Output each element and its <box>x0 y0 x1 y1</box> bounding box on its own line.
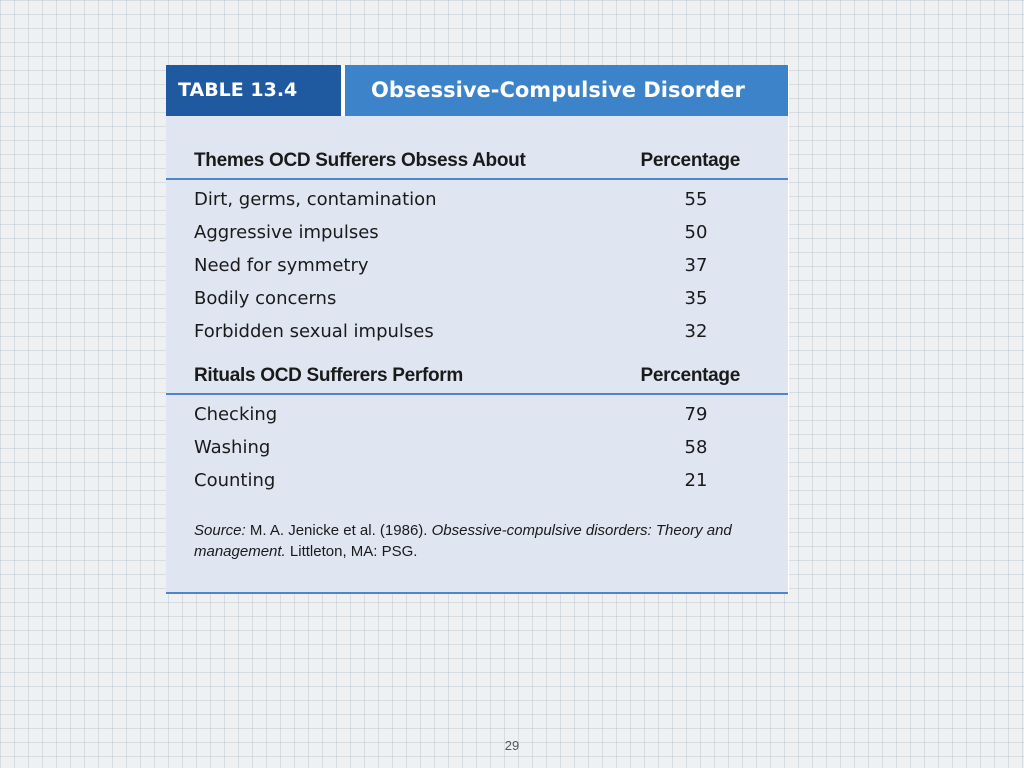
row-value: 58 <box>684 437 708 458</box>
table-figure <box>166 65 789 594</box>
row-label: Counting <box>194 470 276 491</box>
table-row <box>194 288 764 318</box>
table-bottom-rule <box>166 592 788 594</box>
row-label: Washing <box>194 437 271 458</box>
row-value: 37 <box>684 255 708 276</box>
source-citation <box>194 520 754 562</box>
column-header-theme: Themes OCD Sufferers Obsess About <box>194 150 526 171</box>
row-label: Dirt, germs, contamination <box>194 189 437 210</box>
source-label: Source: <box>194 522 246 539</box>
column-header-percentage: Percentage <box>640 150 740 171</box>
table-title: Obsessive-Compulsive Disorder <box>345 65 788 116</box>
section-heading-obsessions <box>194 150 764 178</box>
row-value: 32 <box>684 321 708 342</box>
page-number: 29 <box>504 738 520 753</box>
source-publisher: Littleton, MA: PSG. <box>289 543 418 560</box>
source-authors: M. A. Jenicke et al. (1986). <box>249 522 428 539</box>
row-value: 55 <box>684 189 708 210</box>
row-label: Bodily concerns <box>194 288 337 309</box>
table-row <box>194 321 764 351</box>
row-value: 21 <box>684 470 708 491</box>
table-header <box>166 65 788 116</box>
table-number: TABLE 13.4 <box>166 65 341 116</box>
column-header-ritual: Rituals OCD Sufferers Perform <box>194 365 463 386</box>
table-row <box>194 404 764 434</box>
table-row <box>194 255 764 285</box>
section-rule <box>166 178 788 180</box>
row-label: Aggressive impulses <box>194 222 379 243</box>
table-row <box>194 189 764 219</box>
table-row <box>194 222 764 252</box>
row-label: Need for symmetry <box>194 255 369 276</box>
row-label: Forbidden sexual impulses <box>194 321 434 342</box>
section-rule <box>166 393 788 395</box>
section-heading-rituals <box>194 365 764 393</box>
source-title: Obsessive-compulsive disorders: Theory and management. <box>194 522 732 560</box>
row-value: 50 <box>684 222 708 243</box>
column-header-percentage: Percentage <box>640 365 740 386</box>
row-label: Checking <box>194 404 278 425</box>
row-value: 35 <box>684 288 708 309</box>
table-row <box>194 470 764 500</box>
table-row <box>194 437 764 467</box>
row-value: 79 <box>684 404 708 425</box>
